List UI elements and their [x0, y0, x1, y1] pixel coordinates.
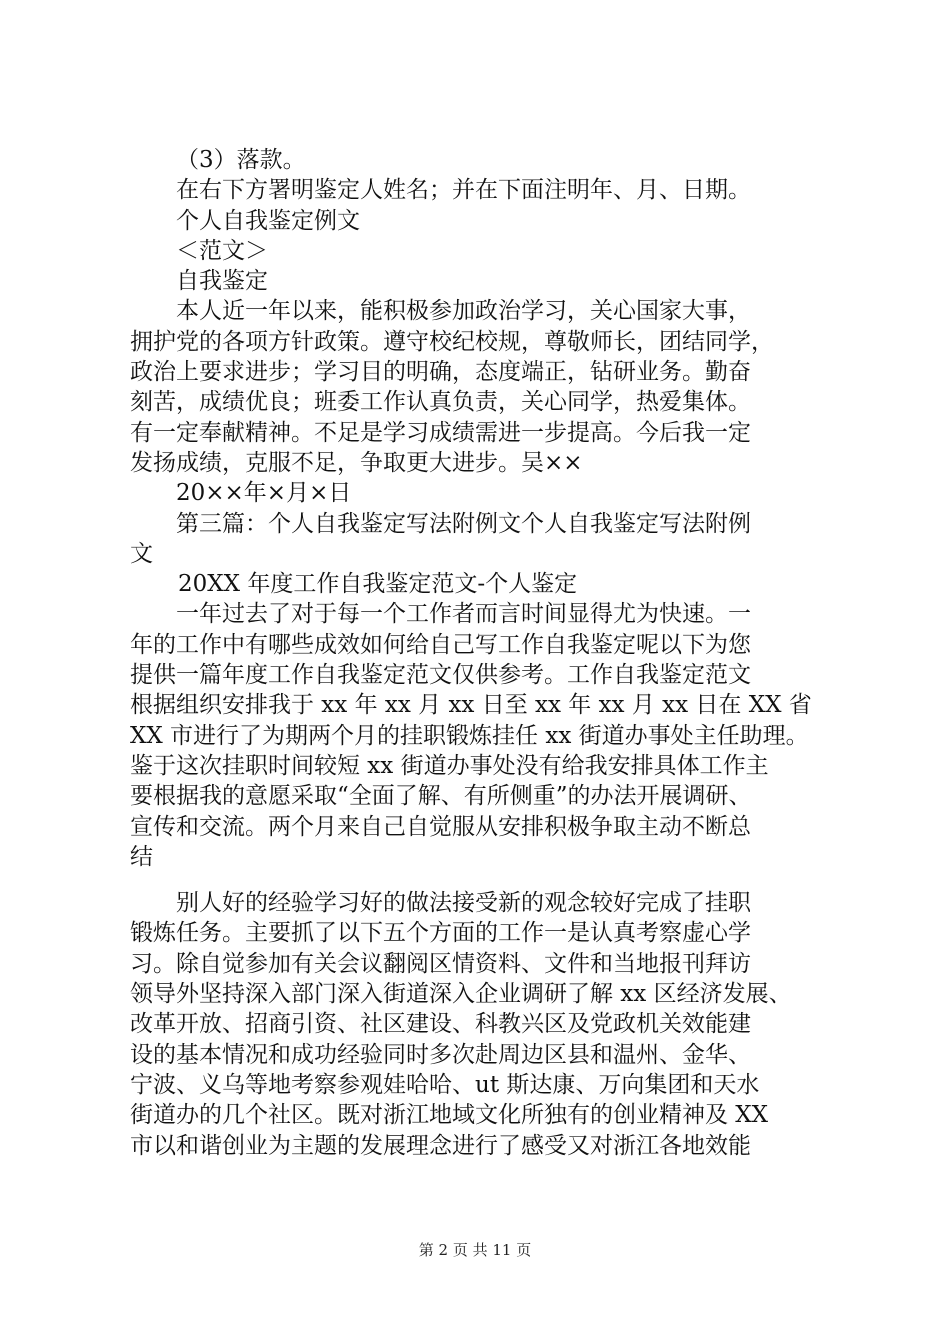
text-line: 政治上要求进步；学习目的明确，态度端正，钻研业务。勤奋: [130, 359, 751, 386]
text-line: 刻苦，成绩优良；班委工作认真负责，关心同学，热爱集体。: [130, 389, 751, 416]
text-line: 有一定奉献精神。不足是学习成绩需进一步提高。今后我一定: [130, 419, 751, 446]
text-line: 结: [130, 843, 153, 870]
text-line: 一年过去了对于每一个工作者而言时间显得尤为快速。一: [176, 601, 751, 628]
page-number-footer: 第 2 页 共 11 页: [418, 1241, 532, 1259]
text-line: 改革开放、招商引资、社区建设、科教兴区及党政机关效能建: [130, 1011, 751, 1038]
text-line: 20XX 年度工作自我鉴定范文-个人鉴定: [178, 571, 578, 598]
text-line: 年的工作中有哪些成效如何给自己写工作自我鉴定呢以下为您: [130, 631, 751, 658]
text-line: 锻炼任务。主要抓了以下五个方面的工作一是认真考察虚心学: [130, 920, 751, 947]
text-line: 要根据我的意愿采取“全面了解、有所侧重”的办法开展调研、: [130, 783, 752, 810]
text-line: 提供一篇年度工作自我鉴定范文仅供参考。工作自我鉴定范文: [130, 662, 751, 689]
text-line: 街道办的几个社区。既对浙江地域文化所独有的创业精神及 XX: [130, 1102, 769, 1129]
text-line: 习。除自觉参加有关会议翻阅区情资料、文件和当地报刊拜访: [130, 950, 751, 977]
text-line: 在右下方署明鉴定人姓名；并在下面注明年、月、日期。: [176, 177, 751, 204]
text-line: ＜范文＞: [176, 237, 268, 264]
text-line: （3）落款。: [176, 147, 306, 173]
text-line: 别人好的经验学习好的做法接受新的观念较好完成了挂职: [176, 890, 751, 917]
text-line: 发扬成绩，克服不足，争取更大进步。吴××: [130, 449, 583, 476]
text-line: 宣传和交流。两个月来自己自觉服从安排积极争取主动不断总: [130, 813, 751, 840]
text-line: 20××年×月×日: [176, 480, 352, 507]
text-line: 自我鉴定: [176, 268, 268, 295]
text-line: 本人近一年以来，能积极参加政治学习，关心国家大事，: [176, 298, 751, 325]
text-line: 鉴于这次挂职时间较短 xx 街道办事处没有给我安排具体工作主: [130, 752, 769, 779]
text-line: 文: [130, 540, 153, 567]
text-line: 市以和谐创业为主题的发展理念进行了感受又对浙江各地效能: [130, 1132, 751, 1159]
text-line: 第三篇：个人自我鉴定写法附例文个人自我鉴定写法附例: [176, 510, 751, 537]
text-line: 拥护党的各项方针政策。遵守校纪校规，尊敬师长，团结同学，: [130, 328, 774, 355]
text-line: 根据组织安排我于 xx 年 xx 月 xx 日至 xx 年 xx 月 xx 日在 XX 省: [130, 692, 812, 719]
text-line: 个人自我鉴定例文: [176, 207, 360, 234]
document-body: [130, 145, 830, 1161]
paragraph-gap: [130, 872, 830, 888]
text-line: 领导外坚持深入部门深入街道深入企业调研了解 xx 区经济发展、: [130, 981, 792, 1008]
text-line: 宁波、义乌等地考察参观娃哈哈、ut 斯达康、万向集团和天水: [130, 1071, 760, 1098]
text-line: 设的基本情况和成功经验同时多次赴周边区县和温州、金华、: [130, 1041, 751, 1068]
text-line: XX 市进行了为期两个月的挂职锻炼挂任 xx 街道办事处主任助理。: [130, 722, 809, 749]
